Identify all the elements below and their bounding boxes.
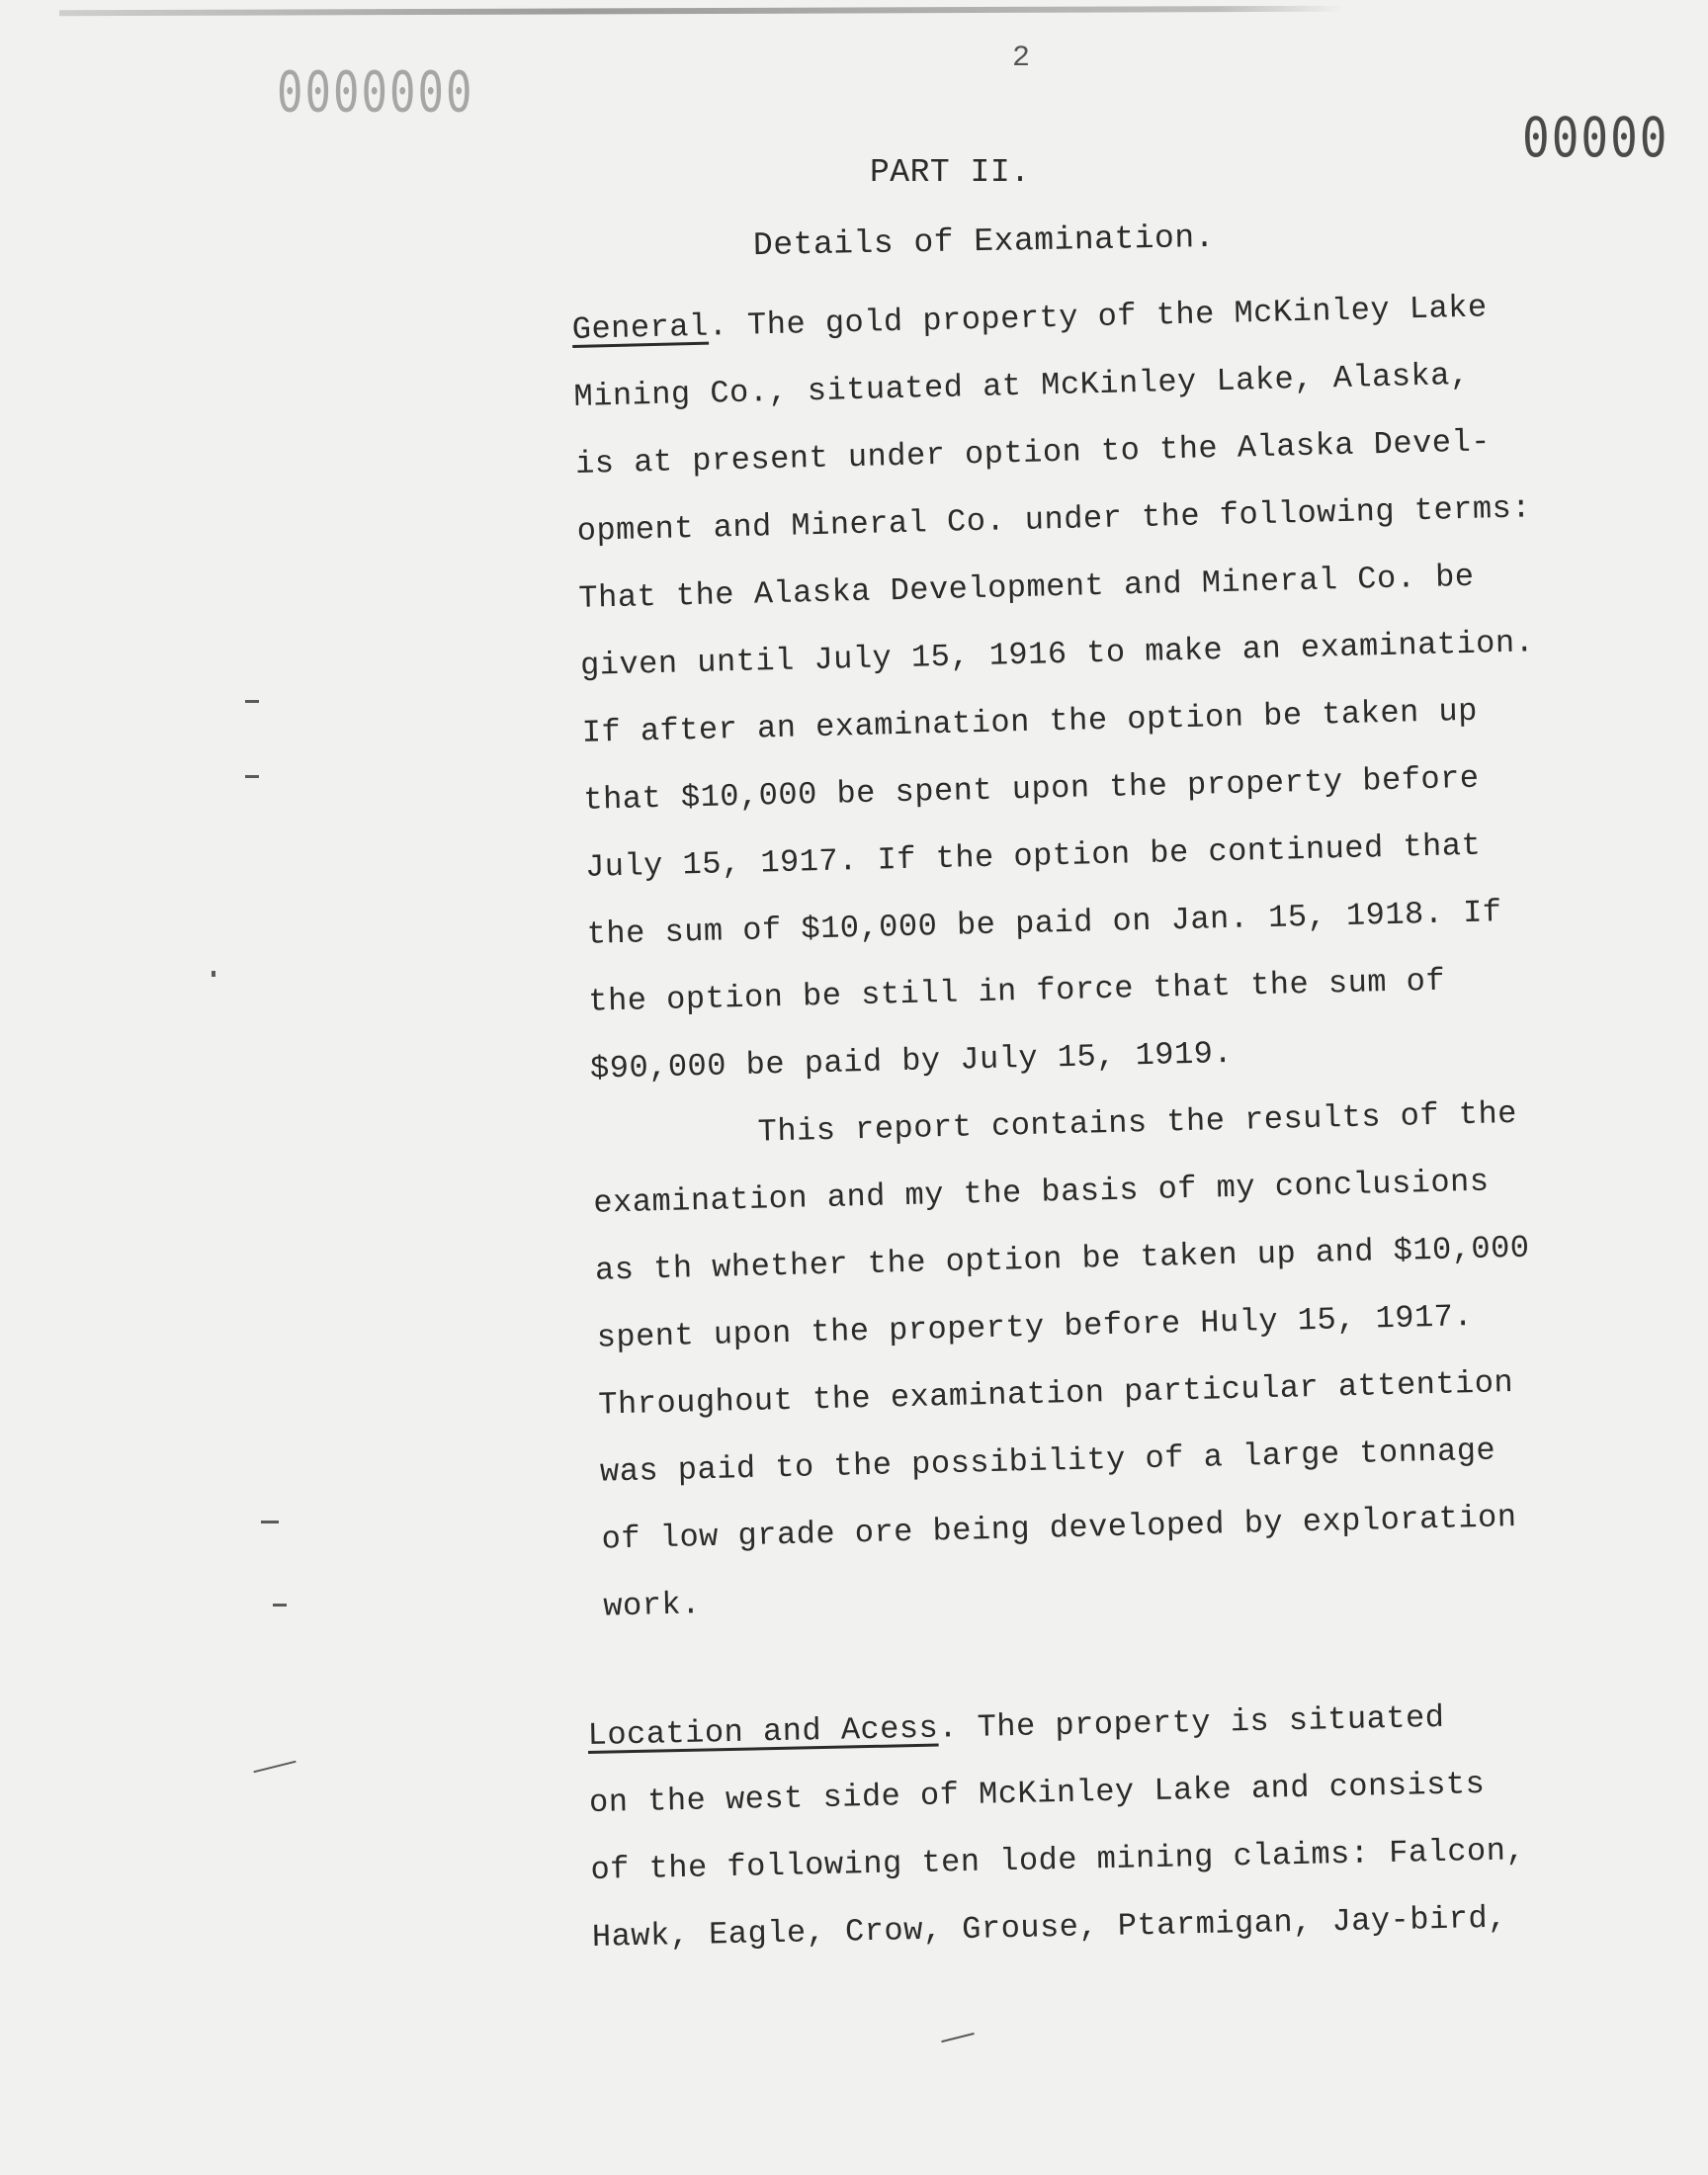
scan-mark <box>245 775 259 778</box>
location-heading: Location and Acess <box>587 1709 939 1754</box>
text-line: $90,000 be paid by July 15, 1919. <box>589 1034 1234 1088</box>
text-line: Mining Co., situated at McKinley Lake, Alaska, <box>573 356 1471 415</box>
page-number: 2 <box>1012 42 1031 75</box>
page-top-edge <box>59 6 1344 17</box>
report-line: work. <box>602 1586 702 1625</box>
report-line: as th whether the option be taken up and $10,000 <box>594 1229 1530 1289</box>
general-line-1-text: . The gold property of the McKinley Lake <box>708 289 1489 345</box>
report-line: of low grade ore being developed by exploration <box>601 1499 1517 1558</box>
text-line: July 15, 1917. If the option be continued that <box>584 826 1482 886</box>
text-line: is at present under option to the Alaska Devel- <box>574 423 1492 482</box>
scan-mark <box>261 1521 279 1523</box>
text-line: If after an examination the option be taken up <box>581 692 1479 751</box>
location-line-1-text: . The property is situated <box>937 1698 1445 1747</box>
location-line: Hawk, Eagle, Crow, Grouse, Ptarmigan, Jay-bird, <box>591 1899 1508 1956</box>
body-text <box>571 273 1558 1640</box>
text-line: the option be still in force that the sum of <box>587 962 1446 1020</box>
location-line: on the west side of McKinley Lake and consists <box>588 1766 1486 1821</box>
scan-mark <box>273 1604 287 1607</box>
stamp-number-left: 0000000 <box>277 59 474 126</box>
text-line: given until July 15, 1916 to make an examination. <box>579 624 1535 684</box>
part-heading: PART II. <box>870 154 1031 191</box>
text-line: opment and Mineral Co. under the following terms: <box>576 489 1532 550</box>
report-line: This report contains the results of the <box>757 1094 1518 1151</box>
scan-mark <box>212 971 215 977</box>
section-heading: Details of Examination. <box>752 218 1216 265</box>
location-line: of the following ten lode mining claims: Falcon, <box>590 1832 1526 1888</box>
report-line: was paid to the possibility of a large tonnage <box>599 1432 1496 1491</box>
general-heading: General <box>571 307 710 348</box>
text-line: that $10,000 be spent upon the property before <box>582 759 1480 819</box>
text-line: That the Alaska Development and Mineral Co. be <box>578 558 1475 617</box>
report-line: examination and my the basis of my conclusions <box>592 1163 1490 1222</box>
location-section <box>587 1683 1527 1971</box>
report-line: Throughout the examination particular attention <box>597 1364 1514 1424</box>
scan-mark <box>253 1761 296 1774</box>
text-line: the sum of $10,000 be paid on Jan. 15, 1918. If <box>586 894 1502 953</box>
stamp-number-right: 00000 <box>1522 105 1669 170</box>
scan-mark <box>941 2033 974 2043</box>
scan-mark <box>245 700 259 703</box>
report-line: spent upon the property before Huly 15, 1917. <box>596 1298 1474 1356</box>
